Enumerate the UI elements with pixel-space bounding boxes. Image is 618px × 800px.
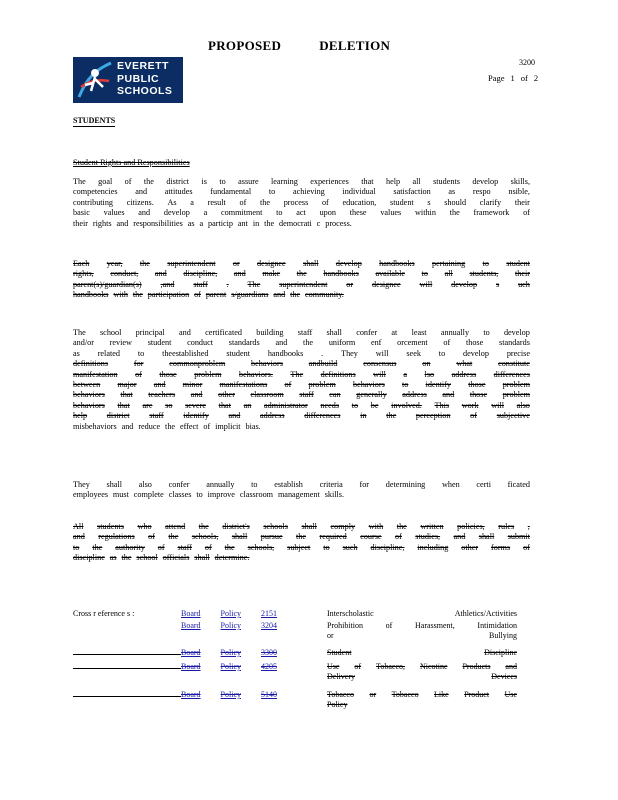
board-policy-link[interactable]: [181, 662, 277, 672]
text-line: The school principal and certificated building staff shall confer at least annually to develop: [73, 328, 530, 337]
text-line: All students who attend the district's schools shall comply with the written policies, rules ,: [73, 522, 530, 531]
text-line: help district staff identify and address differences in the perception of subjective: [73, 411, 530, 421]
policy-num: 3204: [260, 621, 277, 630]
policy-num: 4205: [260, 662, 277, 671]
logo-line-1: EVERETT: [117, 60, 169, 72]
logo-line-2: PUBLIC: [117, 72, 160, 85]
cross-reference-label: Cross r eference s :: [73, 609, 135, 618]
text-line: basic values and develop a commitment to act upon these values within the framework of: [73, 208, 530, 218]
section-title: STUDENTS: [73, 116, 116, 125]
board-policy-link[interactable]: [181, 690, 277, 700]
policy-policy: Policy: [220, 621, 241, 630]
policy-title-line: Use of Tobacco, Nicotine Products and: [327, 662, 517, 671]
strike-rule: [73, 654, 181, 655]
text-line: between major and minor manifestations of problem behaviors to identify those problem: [73, 380, 530, 390]
title-word-proposed: PROPOSED: [208, 38, 282, 53]
text-line: and/or review student conduct standards and the uniform enf orcement of those standards: [73, 338, 530, 348]
policy-num: 2151: [260, 609, 277, 618]
page-total: 2: [533, 73, 539, 83]
policy-title: [327, 690, 517, 711]
policy-title: [327, 648, 517, 658]
text-line: and regulations of the schools, shall pursue the required course of studies, and shall submit: [73, 532, 530, 542]
policy-title: [327, 662, 517, 683]
page-label: Page: [488, 73, 505, 83]
text-line: The goal of the district is to assure learning experiences that help all students develop skills,: [73, 177, 530, 186]
paragraph-4: [73, 480, 530, 501]
paragraph-3: [73, 328, 530, 432]
paragraph-1: [73, 177, 530, 229]
board-policy-link[interactable]: [181, 648, 277, 658]
text-line: discipline as the school officials shall determine.: [73, 553, 250, 563]
policy-policy: Policy: [220, 662, 241, 671]
strike-rule: [73, 696, 181, 697]
policy-board: Board: [181, 621, 201, 630]
text-line: parent(s)/guardian(s) ,and staff . The superintendent or designee will develop s uch: [73, 279, 530, 289]
policy-policy: Policy: [220, 690, 241, 699]
heading-line: Student Rights and Responsibilities: [73, 158, 190, 167]
text-line: contributing citizens. As a result of the process of education, student s should clarify their: [73, 197, 530, 207]
board-policy-link[interactable]: [181, 609, 277, 619]
policy-num: 3300: [260, 648, 277, 657]
policy-title: [327, 609, 517, 619]
text-line: Each year, the superintendent or designee shall develop handbooks pertaining to student: [73, 259, 530, 268]
policy-title-line: Prohibition of Harassment, Intimidation: [327, 621, 517, 630]
policy-board: Board: [181, 609, 201, 618]
text-line: behaviors that are so severe that an administrator needs to be involved. This work will also: [73, 400, 530, 410]
text-line: manifestation of those problem behaviors. The definitions will a lso address differences: [73, 369, 530, 379]
page-current: 1: [510, 73, 515, 83]
text-line: handbooks with the participation of parent s/guardians and the community.: [73, 290, 344, 300]
policy-policy: Policy: [220, 609, 241, 618]
policy-title-line: Tobacco or Tobacco Like Product Use: [327, 690, 517, 699]
district-logo: [73, 57, 183, 103]
text-line: their rights and responsibilities as a particip ant in the democrati c process.: [73, 218, 352, 228]
policy-title: [327, 621, 517, 642]
policy-board: Board: [181, 648, 201, 657]
policy-board: Board: [181, 690, 201, 699]
policy-number: 3200: [519, 58, 535, 67]
paragraph-5: [73, 522, 530, 564]
text-line: as related to theestablished student handbooks . They will seek to develop precise: [73, 348, 530, 358]
page-indicator: [488, 73, 544, 83]
policy-title-line: or Bullying: [327, 631, 517, 641]
policy-title-line: Student Discipline: [327, 648, 517, 657]
text-line: to the authority of staff of the schools, subject to such discipline, including other forms of: [73, 542, 530, 552]
policy-title-line: Delivery Devices: [327, 672, 517, 682]
text-line: misbehaviors and reduce the effect of implicit bias.: [73, 421, 261, 431]
strike-rule: [73, 668, 181, 669]
text-line: rights, conduct, and discipline, and make the handbooks available to all students, their: [73, 269, 530, 279]
page-of: of: [520, 73, 528, 83]
text-line: employees must complete classes to improve classroom management skills.: [73, 490, 345, 500]
document-title: [208, 38, 390, 54]
text-line: behaviors that teachers and other classroom staff can generally address and those problem: [73, 390, 530, 400]
policy-num: 5140: [260, 690, 277, 699]
title-word-deletion: DELETION: [319, 38, 391, 53]
policy-title-line: Interscholastic Athletics/Activities: [327, 609, 517, 618]
policy-title-line: Policy: [327, 700, 348, 710]
policy-board: Board: [181, 662, 201, 671]
paragraph-2: [73, 259, 530, 301]
policy-policy: Policy: [220, 648, 241, 657]
board-policy-link[interactable]: [181, 621, 277, 631]
swoosh-logo-icon: [73, 57, 117, 103]
logo-line-3: SCHOOLS: [117, 85, 173, 97]
text-line: definitions for commonproblem behaviors andbuild consensus on what constitute: [73, 359, 530, 369]
section-heading: [73, 158, 253, 168]
text-line: competencies and attitudes fundamental to achieving individual satisfaction as respo nsible,: [73, 187, 530, 197]
text-line: They shall also confer annually to establish criteria for determining when certi ficated: [73, 480, 530, 489]
